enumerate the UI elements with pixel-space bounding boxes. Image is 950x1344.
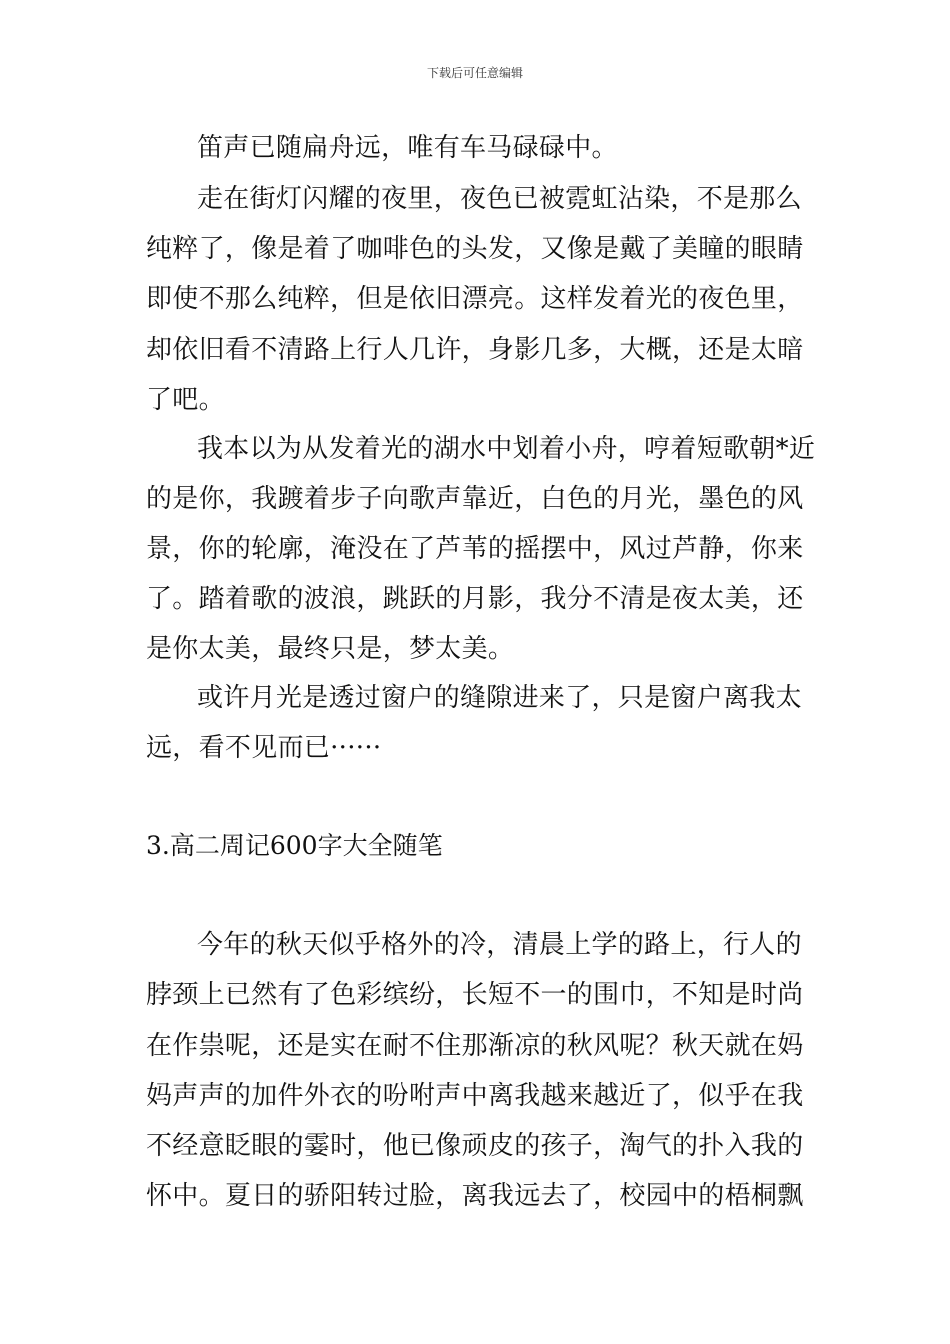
- text-line: 即使不那么纯粹，但是依旧漂亮。这样发着光的夜色里，: [146, 284, 804, 314]
- text-line: 了。踏着歌的波浪，跳跃的月影，我分不清是夜太美，还: [146, 584, 804, 614]
- text-line: 不经意眨眼的霎时，他已像顽皮的孩子，淘气的扑入我的: [146, 1131, 804, 1161]
- text-line: 在作祟呢，还是实在耐不住那渐凉的秋风呢？秋天就在妈: [146, 1031, 804, 1061]
- page-header: 下载后可任意编辑: [426, 66, 523, 80]
- text-line: 妈声声的加件外衣的吩咐声中离我越来越近了，似乎在我: [146, 1081, 804, 1111]
- text-line: 笛声已随扁舟远，唯有车马碌碌中。: [197, 133, 618, 163]
- section-heading: 3.高二周记600字大全随笔: [146, 831, 443, 860]
- text-line: 了吧。: [146, 385, 225, 415]
- text-line: 脖颈上已然有了色彩缤纷，长短不一的围巾，不知是时尚: [146, 980, 804, 1010]
- text-line: 或许月光是透过窗户的缝隙进来了，只是窗户离我太: [197, 683, 802, 713]
- text-line: 却依旧看不清路上行人几许，身影几多，大概，还是太暗: [146, 335, 804, 365]
- text-line: 我本以为从发着光的湖水中划着小舟，哼着短歌朝*近: [197, 434, 816, 464]
- text-line: 是你太美，最终只是，梦太美。: [146, 634, 515, 664]
- text-line: 今年的秋天似乎格外的冷，清晨上学的路上，行人的: [197, 930, 802, 960]
- text-line: 纯粹了，像是着了咖啡色的头发，又像是戴了美瞳的眼睛: [146, 234, 804, 264]
- text-line: 远，看不见而已······: [146, 733, 382, 763]
- text-line: 的是你，我踱着步子向歌声靠近，白色的月光，墨色的风: [146, 484, 804, 514]
- text-line: 怀中。夏日的骄阳转过脸，离我远去了，校园中的梧桐飘: [146, 1181, 804, 1211]
- text-line: 走在街灯闪耀的夜里，夜色已被霓虹沾染，不是那么: [197, 184, 802, 214]
- text-line: 景，你的轮廓，淹没在了芦苇的摇摆中，风过芦静，你来: [146, 534, 804, 564]
